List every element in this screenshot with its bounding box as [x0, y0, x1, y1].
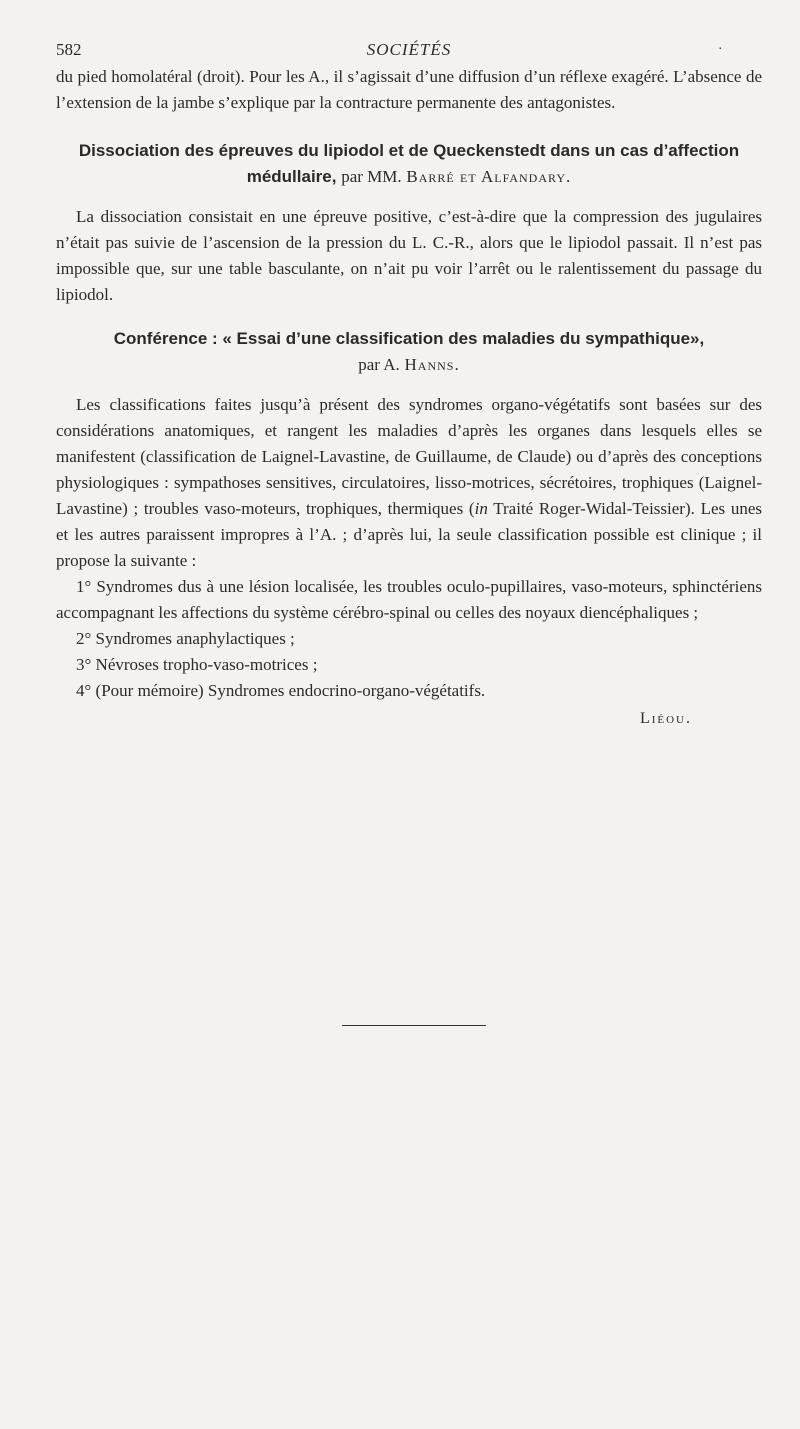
section2-paragraph — [56, 392, 762, 574]
list-item: 1° Syndromes dus à une lésion localisée, les troubles oculo-pupillaires, vaso-moteurs, sphinctériens accompagnant les affections du système cérébro-spinal ou celles des noyaux diencéphaliques ; — [56, 577, 762, 622]
paragraph-text: Les classifications faites jusqu’à présent des syndromes organo-végétatifs sont basées sur des considérations anatomiques, et rangent les maladies d’après les organes dans lesquels elles se manifestent (classification de Laignel-Lavastine, de Guillaume, de Claude) ou d’après des conceptions physiologiques : sympathoses sensitives, circulatoires, lisso-motrices, sécrétoires, trophiques (Laignel-Lavastine) ; troubles vaso-moteurs, trophiques, thermiques ( — [56, 395, 762, 518]
paragraph-italic: in — [474, 499, 488, 518]
byline-authors: Barré et Alfandary. — [406, 167, 572, 186]
section1-paragraph: La dissociation consistait en une épreuve positive, c’est-à-dire que la compression des jugulaires n’était pas suivie de l’ascension de la pression du L. C.-R., alors que le lipiodol passait. Il n’est pas impossible que, sur une table basculante, on n’ait pu voir l’arrêt ou le ralentissement du passage du lipiodol. — [56, 207, 762, 304]
running-title: SOCIÉTÉS — [366, 40, 452, 59]
byline-author: Hanns. — [404, 355, 460, 374]
page-number: 582 — [56, 40, 82, 59]
intro-paragraph: du pied homolatéral (droit). Pour les A., il s’agissait d’une diffusion d’un réflexe exagéré. L’absence de l’extension de la jambe s’explique par la contracture permanente des antagonistes. — [56, 67, 762, 112]
byline-prefix: par A. — [358, 355, 400, 374]
signature: Liéou. — [639, 710, 692, 727]
section-title-lipiodol — [56, 138, 762, 190]
list-item: 4° (Pour mémoire) Syndromes endocrino-organo-végétatifs. — [76, 681, 486, 700]
section-divider — [342, 1025, 486, 1026]
list-item: 2° Syndromes anaphylactiques ; — [76, 629, 295, 648]
section-title-text: Dissociation des épreuves du lipiodol et de Queckenstedt dans un cas d’affection médullaire, — [78, 141, 740, 186]
paragraph-text-rest: Traité Roger-Widal-Teissier). Les unes et les autres paraissent impropres à l’A. ; d’après lui, la seule classification possible est clinique ; il propose la suivante : — [56, 499, 762, 570]
section-title-text: Conférence : « Essai d’une classification des maladies du sympathique», — [113, 329, 705, 348]
header-mark: . — [718, 38, 722, 53]
running-head — [56, 36, 762, 64]
list-item: 3° Névroses tropho-vaso-motrices ; — [76, 655, 318, 674]
byline-prefix: par MM. — [341, 167, 402, 186]
section-title-conference — [56, 326, 762, 378]
